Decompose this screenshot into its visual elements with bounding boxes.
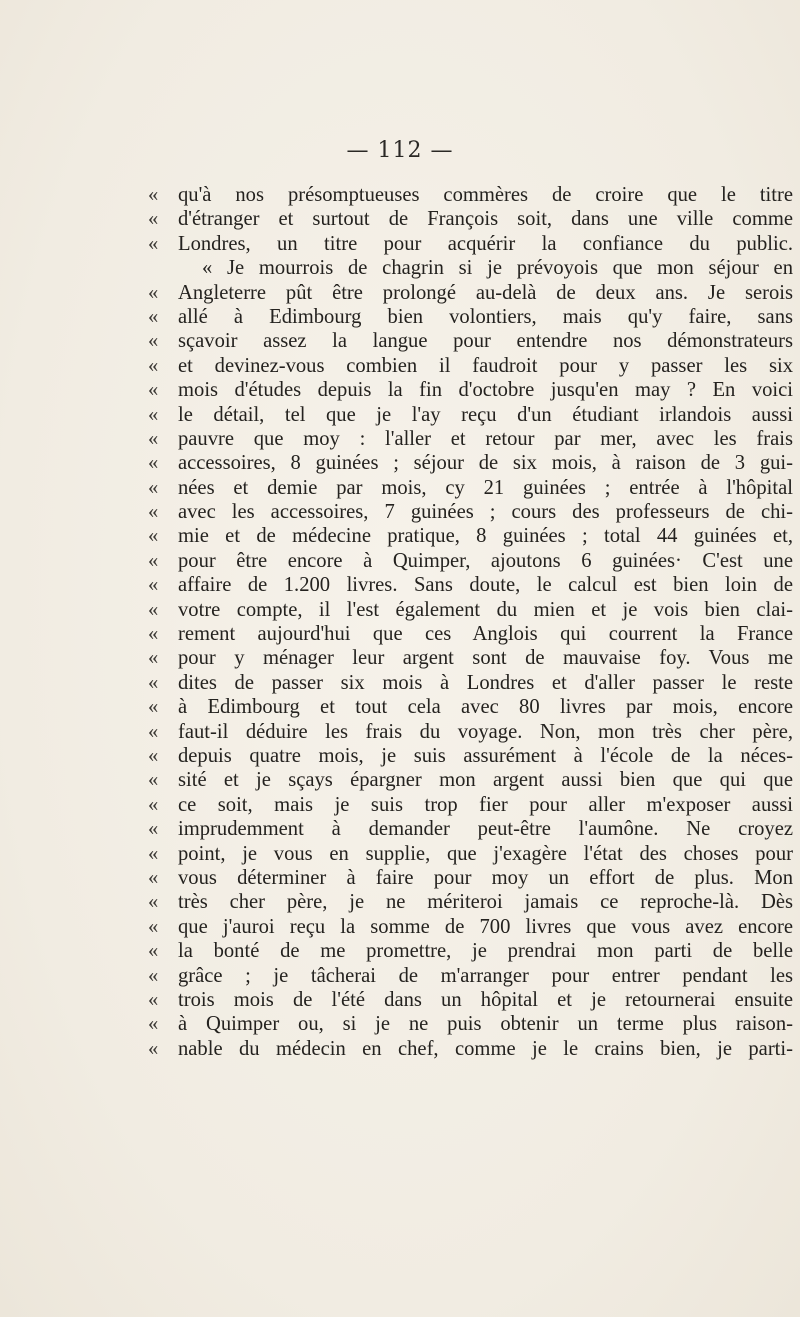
quote-mark: « [148,940,159,963]
line-text: et devinez-vous combien il faudroit pour y passer les six [178,354,793,377]
line-text: pour être encore à Quimper, ajoutons 6 guinées· C'est une [178,549,793,572]
text-line [148,988,793,1012]
quote-mark: « [148,232,159,255]
quote-mark: « [148,427,159,450]
text-line [148,817,793,841]
quote-mark: « [148,793,159,816]
text-line [148,793,793,817]
line-text: point, je vous en supplie, que j'exagère l'état des choses pour [178,842,793,865]
line-text: Londres, un titre pour acquérir la confiance du public. [178,232,793,255]
line-text: sité et je sçays épargner mon argent aussi bien que qui que [178,769,793,792]
quote-mark: « [148,964,159,987]
text-line [148,939,793,963]
line-text: faut-il déduire les frais du voyage. Non, mon très cher père, [178,720,793,743]
line-text: qu'à nos présomptueuses commères de croire que le titre [178,184,793,206]
text-line [148,256,793,280]
text-line [148,720,793,744]
line-text: très cher père, je ne mériteroi jamais ce reproche-là. Dès [178,891,793,914]
text-line [148,964,793,988]
line-text: votre compte, il l'est également du mien et je vois bien clai- [178,598,793,621]
text-line [148,598,793,622]
line-text: pauvre que moy : l'aller et retour par mer, avec les frais [178,427,793,450]
quote-mark: « [148,866,159,889]
text-line [148,207,793,231]
quote-mark: « [148,623,159,646]
text-line [148,744,793,768]
quote-mark: « [148,574,159,597]
line-text: pour y ménager leur argent sont de mauvaise foy. Vous me [178,647,793,670]
quote-mark: « [148,476,159,499]
line-text: « Je mourrois de chagrin si je prévoyois que mon séjour en [202,257,793,280]
line-text: nable du médecin en chef, comme je le crains bien, je parti- [178,1037,793,1060]
line-text: grâce ; je tâcherai de m'arranger pour entrer pendant les [178,964,793,987]
quote-mark: « [148,671,159,694]
text-line [148,232,793,256]
text-line [148,915,793,939]
text-line [148,476,793,500]
quote-mark: « [148,1037,159,1060]
text-line [148,1012,793,1036]
text-line [148,671,793,695]
quote-mark: « [148,452,159,475]
text-line [148,378,793,402]
line-text: la bonté de me promettre, je prendrai mon parti de belle [178,940,793,963]
text-line [148,451,793,475]
text-line [148,622,793,646]
quote-mark: « [148,988,159,1011]
quote-mark [148,256,178,280]
text-line [148,281,793,305]
line-text: que j'auroi reçu la somme de 700 livres que vous avez encore [178,915,793,938]
quote-mark: « [148,647,159,670]
line-text: affaire de 1.200 livres. Sans doute, le calcul est bien loin de [178,574,793,597]
quote-mark: « [148,501,159,524]
line-text: le détail, tel que je l'ay reçu d'un étudiant irlandois aussi [178,403,793,426]
text-line [148,183,793,207]
line-text: avec les accessoires, 7 guinées ; cours des professeurs de chi- [178,501,793,524]
line-text: à Quimper ou, si je ne puis obtenir un terme plus raison- [178,1013,793,1036]
text-line [148,500,793,524]
line-text: sçavoir assez la langue pour entendre nos démonstrateurs [178,330,793,353]
line-text: mie et de médecine pratique, 8 guinées ; total 44 guinées et, [178,525,793,548]
quote-mark: « [148,403,159,426]
text-line [148,890,793,914]
quote-mark: « [148,696,159,719]
text-line [148,403,793,427]
quote-mark: « [148,330,159,353]
text-line [148,1037,793,1061]
quote-mark: « [148,720,159,743]
page-number: — 112 — [346,138,454,163]
line-text: vous déterminer à faire pour moy un effort de plus. Mon [178,866,793,889]
quote-mark: « [148,208,159,231]
quote-mark: « [148,769,159,792]
text-line [148,524,793,548]
line-text: accessoires, 8 guinées ; séjour de six mois, à raison de 3 gui- [178,452,793,475]
text-line [148,866,793,890]
text-line [148,329,793,353]
line-text: allé à Edimbourg bien volontiers, mais qu'y faire, sans [178,305,793,328]
quote-mark: « [148,354,159,377]
line-text: nées et demie par mois, cy 21 guinées ; entrée à l'hôpital [178,476,793,499]
quote-mark: « [148,915,159,938]
line-text: imprudemment à demander peut-être l'aumône. Ne croyez [178,818,793,841]
quote-mark: « [148,305,159,328]
quote-mark: « [148,281,159,304]
line-text: ce soit, mais je suis trop fier pour aller m'exposer aussi [178,793,793,816]
text-line [148,354,793,378]
quote-mark: « [148,184,159,206]
line-text: rement aujourd'hui que ces Anglois qui courrent la France [178,623,793,646]
line-text: à Edimbourg et tout cela avec 80 livres par mois, encore [178,696,793,719]
line-text: depuis quatre mois, je suis assurément à l'école de la néces- [178,744,793,767]
line-text: Angleterre pût être prolongé au-delà de deux ans. Je serois [178,281,793,304]
text-line [148,842,793,866]
quote-mark: « [148,379,159,402]
body-text [148,183,793,1061]
line-text: trois mois de l'été dans un hôpital et je retournerai ensuite [178,988,793,1011]
quote-mark: « [148,525,159,548]
quote-mark: « [148,842,159,865]
line-text: mois d'études depuis la fin d'octobre jusqu'en may ? En voici [178,379,793,402]
quote-mark: « [148,744,159,767]
text-line [148,305,793,329]
text-line [148,768,793,792]
quote-mark: « [148,1013,159,1036]
text-line [148,695,793,719]
quote-mark: « [148,549,159,572]
text-line [148,573,793,597]
text-line [148,646,793,670]
quote-mark: « [148,891,159,914]
quote-mark: « [148,598,159,621]
text-line [148,427,793,451]
quote-mark: « [148,818,159,841]
line-text: dites de passer six mois à Londres et d'aller passer le reste [178,671,793,694]
line-text: d'étranger et surtout de François soit, dans une ville comme [178,208,793,231]
text-line [148,549,793,573]
